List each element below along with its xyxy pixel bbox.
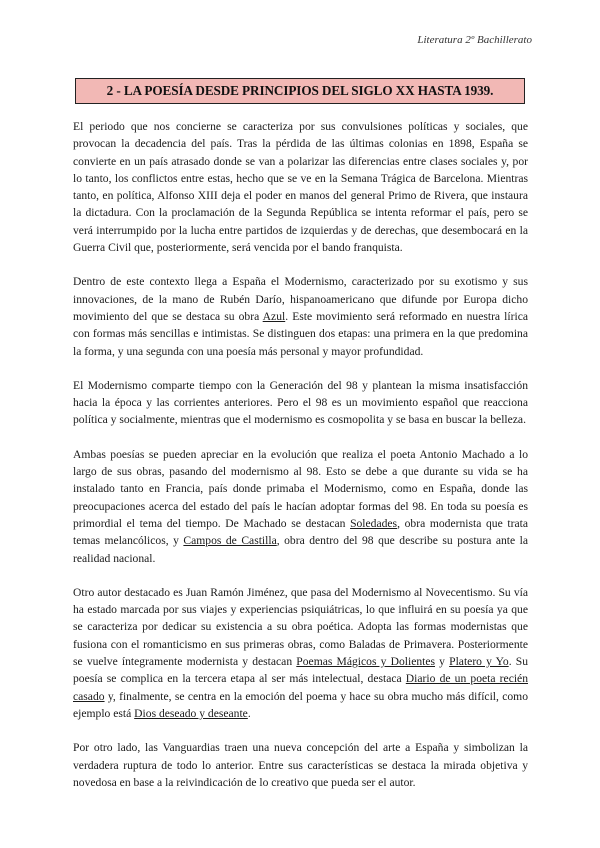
work-title: Campos de Castilla (183, 534, 277, 548)
paragraph (73, 739, 528, 791)
document-body (73, 118, 528, 808)
paragraph (73, 584, 528, 722)
paragraph (73, 118, 528, 256)
work-title: Poemas Mágicos y Dolientes (296, 655, 436, 669)
paragraph (73, 377, 528, 429)
work-title: Platero y Yo (449, 655, 509, 669)
paragraph-text: Por otro lado, las Vanguardias traen una nueva concepción del arte a España y simbolizan la verdadera ruptura de todo lo anterior. Entre sus características se destaca la mirada objetiva y novedosa en base a la reivindicación de lo creativo que pueda ser el autor. (73, 741, 528, 789)
paragraph-text: , obra modernista que trata temas melancólicos, y (73, 516, 528, 548)
section-title: 2 - LA POESÍA DESDE PRINCIPIOS DEL SIGLO XX HASTA 1939. (106, 83, 494, 98)
course-label: Literatura 2º Bachillerato (417, 34, 532, 46)
section-title-box (75, 78, 525, 104)
paragraph-text: Ambas poesías se pueden apreciar en la evolución que realiza el poeta Antonio Machado a lo largo de sus obras, pasando del modernismo al 98. Esto se debe a que durante su vida se ha instalado tanto en Francia, país donde primaba el Modernismo, como en España, donde las preocupaciones acerca del estado del país le hacían adoptar formas del 98. En toda su poesía es primordial el tema del tiempo. De Machado se destacan (73, 447, 528, 530)
paragraph-text: y (435, 655, 450, 669)
paragraph-text: El periodo que nos concierne se caracteriza por sus convulsiones políticas y sociales, que provocan la decadencia del país. Tras la pérdida de las últimas colonias en 1898, España se convierte en un país atrasado donde se van a polarizar las diferencias entre clases sociales y, por lo tanto, los conflictos entre estas, hecho que se ve en la Semana Trágica de Barcelona. Mientras tanto, en política, Alfonso XIII deja el poder en manos del general Primo de Rivera, que instaura la dictadura. Con la proclamación de la Segunda República se intenta reformar el país, pero se verá interrumpido por la lucha entre partidos de izquierdas y de derechas, que desembocará en la Guerra Civil que, posteriormente, será vencida por el bando franquista. (73, 120, 528, 255)
paragraph (73, 446, 528, 567)
work-title: Dios deseado y deseante (134, 706, 248, 720)
paragraph-text: y, finalmente, se centra en la emoción del poema y hace su obra mucho más difícil, como ejemplo está (73, 689, 528, 720)
paragraph-text: . (247, 706, 251, 720)
paragraph-text: . Su poesía se complica en la tercera etapa al ser más intelectual, destaca (73, 655, 528, 686)
paragraph-text: Otro autor destacado es Juan Ramón Jiménez, que pasa del Modernismo al Novecentismo. Su vía ha estado marcada por sus viajes y experiencias psiquiátricas, lo que influirá en su poesía ya que se caracteriza por dedicar su existencia a su obra poética. Adopta las formas modernistas que fusiona con el romanticismo en sus primeras obras, como Baladas de Primavera. Posteriormente se vuelve íntegramente modernista y destacan (73, 585, 528, 669)
paragraph-text: El Modernismo comparte tiempo con la Generación del 98 y plantean la misma insatisfacción hacia la época y las corrientes anteriores. Pero el 98 es un movimiento español que reacciona política y socialmente, mientras que el modernismo es cosmopolita y se basa en buscar la belleza. (73, 378, 528, 427)
work-title: Azul (262, 309, 286, 323)
work-title: Diario de un poeta recién casado (73, 672, 528, 703)
page-header (417, 34, 532, 46)
paragraph (73, 273, 528, 359)
paragraph-text: . Este movimiento será reformado en nuestra lírica con formas más sencillas e intimistas. Se distinguen dos etapas: una primera en la que predomina la forma, y una segunda con una poesía más personal y mayor profundidad. (73, 309, 528, 358)
paragraph-text: , obra dentro del 98 que describe su postura ante la realidad nacional. (73, 534, 529, 565)
work-title: Soledades (350, 516, 398, 530)
paragraph-text: Dentro de este contexto llega a España el Modernismo, caracterizado por su exotismo y sus innovaciones, de la mano de Rubén Darío, hispanoamericano que difunde por Europa dicho movimiento del que se destaca su obra (73, 275, 528, 323)
